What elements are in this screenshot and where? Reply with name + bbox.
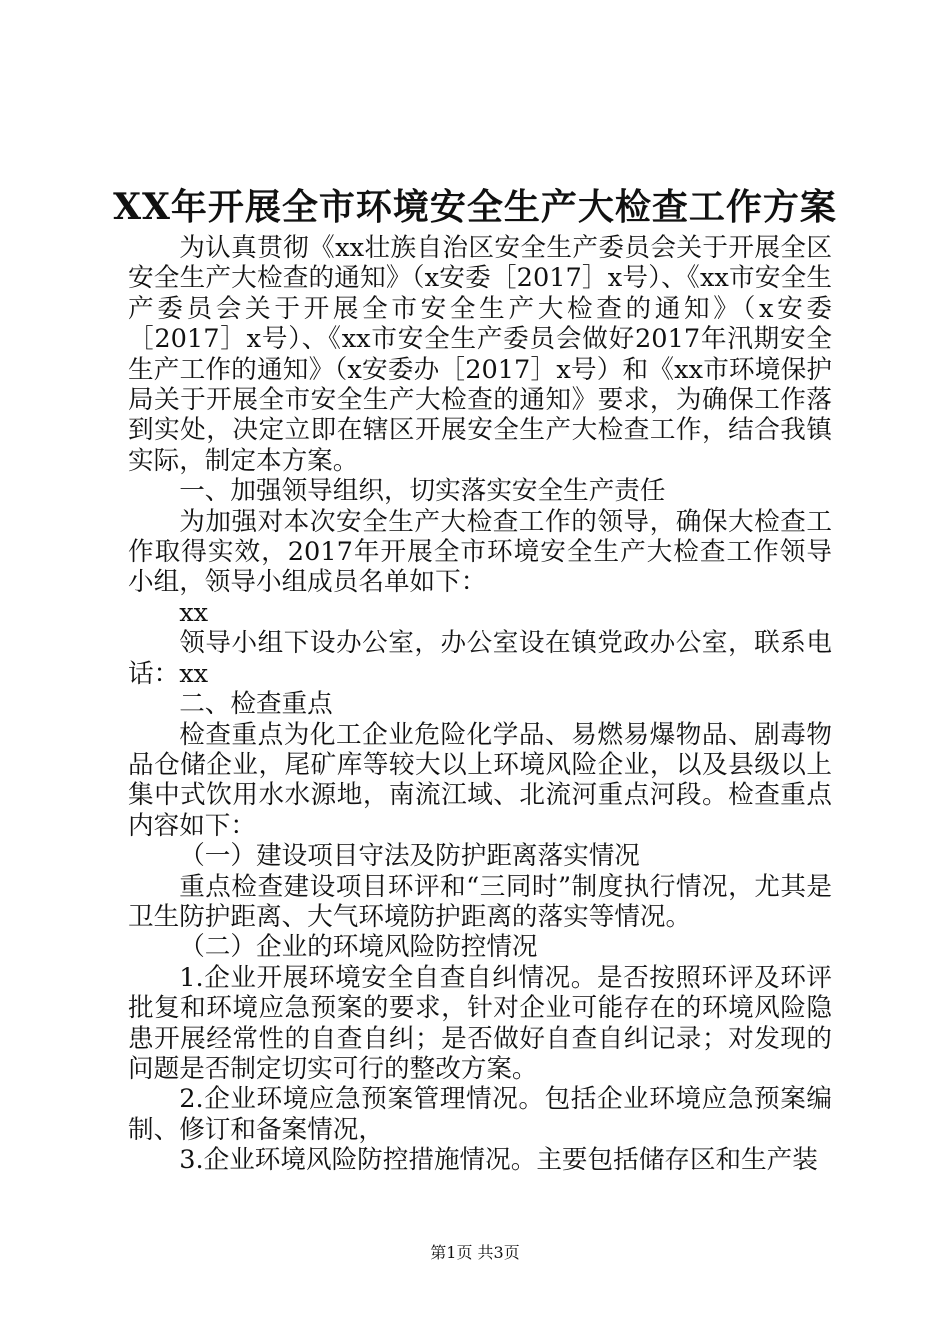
- emergency-plan-item: 2.企业环境应急预案管理情况。包括企业环境应急预案编制、修订和备案情况，: [128, 1084, 832, 1145]
- section-heading-2: 二、检查重点: [179, 689, 333, 720]
- subsection-heading-2: （二）企业的环境风险防控情况: [179, 932, 538, 963]
- office-paragraph: 领导小组下设办公室，办公室设在镇党政办公室，联系电话：xx: [128, 628, 832, 689]
- leadership-paragraph: 为加强对本次安全生产大检查工作的领导，确保大检查工作取得实效，2017年开展全市环境安全生产大检查工作领导小组，领导小组成员名单如下：: [128, 506, 832, 598]
- construction-check-paragraph: 重点检查建设项目环评和“三同时”制度执行情况，尤其是卫生防护距离、大气环境防护距离的落实等情况。: [128, 871, 832, 932]
- risk-control-item: 3.企业环境风险防控措施情况。主要包括储存区和生产装: [179, 1145, 818, 1176]
- inspection-focus-paragraph: 检查重点为化工企业危险化学品、易燃易爆物品、剧毒物品仓储企业，尾矿库等较大以上环境风险企业，以及县级以上集中式饮用水水源地，南流江域、北流河重点河段。检查重点内容如下：: [128, 719, 832, 841]
- self-check-item: 1.企业开展环境安全自查自纠情况。是否按照环评及环评批复和环境应急预案的要求，针对企业可能存在的环境风险隐患开展经常性的自查自纠；是否做好自查自纠记录；对发现的问题是否制定切实可行的整改方案。: [128, 962, 832, 1084]
- intro-paragraph: 为认真贯彻《xx壮族自治区安全生产委员会关于开展全区安全生产大检查的通知》（x安委［2017］x号）、《xx市安全生产委员会关于开展全市安全生产大检查的通知》（x安委［2017］x号）、《xx市安全生产委员会做好2017年汛期安全生产工作的通知》（x安委办［2017］x号）和《xx市环境保护局关于开展全市安全生产大检查的通知》要求，为确保工作落到实处，决定立即在辖区开展安全生产大检查工作，结合我镇实际，制定本方案。: [128, 233, 832, 476]
- page-footer: 第1页 共3页: [430, 1243, 520, 1262]
- subsection-heading-1: （一）建设项目守法及防护距离落实情况: [179, 841, 640, 872]
- section-heading-1: 一、加强领导组织，切实落实安全生产责任: [179, 476, 666, 507]
- document-body: [128, 233, 832, 1176]
- member-list: xx: [179, 597, 209, 628]
- document-title: XX年开展全市环境安全生产大检查工作方案: [113, 186, 837, 228]
